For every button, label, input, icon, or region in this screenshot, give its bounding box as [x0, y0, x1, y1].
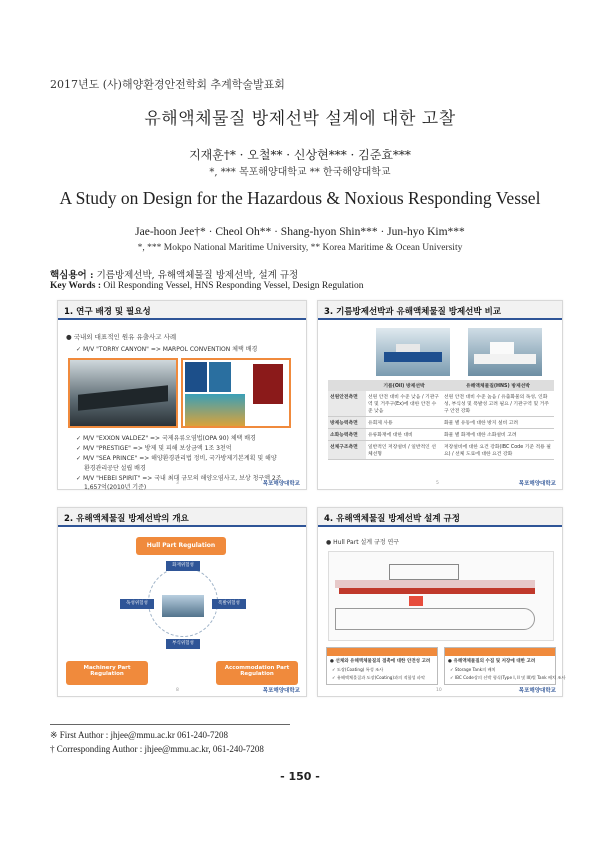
- table-row: 방제능력측면 유회제 사용 화물 별 유동에 대한 방지 설비 고려: [328, 417, 554, 429]
- title-korean: 유해액체물질 방제선박 설계에 대한 고찰: [144, 109, 456, 129]
- slide-page-number: 10: [436, 688, 442, 693]
- slide-title: 4. 유해액체물질 방제선박 설계 규정: [318, 508, 562, 527]
- table-row: 선원안전측면 선원 안전 대비 수준 낮음 / 기관구역 및 거주구(Ex)에 대한 안전 수준 낮음 선원 안전 대비 수준 높음 / 유출화물의 독성, 인화성, 부식성 및 폭발성 고려 필요 / 기관구역 및 거주구 안전 강화: [328, 391, 554, 417]
- slide-background: [57, 507, 307, 697]
- vessel-drawing: [328, 551, 554, 641]
- box-item: ✓ IBC Code상의 선박 형식(Type I, II 및 III)별 Tank 배치 조사: [450, 675, 566, 680]
- bullet-item: ✓ M/V "SEA PRINCE" => 해양환경관리법 정비, 국가방제기본계획 및 해양: [76, 455, 277, 462]
- comparison-table: [328, 380, 554, 460]
- hazard-toxic: 독성위험성: [120, 599, 154, 609]
- keywords-english: Key Words : Oil Responding Vessel, HNS Responding Vessel, Design Regulation: [50, 281, 364, 291]
- footnote-first-author: ※ First Author : jhjee@mmu.ac.kr 061-240-7208: [50, 730, 229, 740]
- university-logo: 목포해양대학교: [262, 688, 300, 694]
- title-english: A Study on Design for the Hazardous & Noxious Responding Vessel: [59, 188, 541, 208]
- hazard-corrosion: 부식위험성: [166, 639, 200, 649]
- slide-title: 2. 유해액체물질 방제선박의 개요: [58, 508, 306, 527]
- table-row: 소화능력측면 유류화재에 대한 대비 화물 별 화재에 대한 소화설비 고려: [328, 429, 554, 441]
- box-title: ● 유해액체물질의 수집 및 저장에 대한 고려: [448, 659, 536, 664]
- slide-page-number: 8: [176, 688, 179, 693]
- box-hull-contact: [326, 647, 438, 685]
- oil-vessel-photo: [376, 328, 450, 376]
- conference-name: 2017년도 (사)해양환경안전학회 추계학술발표회: [50, 78, 285, 91]
- university-logo: 목포해양대학교: [262, 481, 300, 487]
- photo-collage: [181, 358, 291, 428]
- accommodation-regulation-box: Accommodation Part Regulation: [216, 661, 298, 685]
- university-logo: 목포해양대학교: [518, 688, 556, 694]
- vessel-photo: [162, 595, 204, 617]
- bullet-item: ✓ M/V "EXXON VALDEZ" => 국제유류오염법(OPA 90) 체택 배경: [76, 435, 256, 442]
- hazard-explosion: 폭발위험성: [212, 599, 246, 609]
- box-collection-storage: [444, 647, 566, 685]
- slide-title: 3. 기름방제선박과 유해액체물질 방제선박 비교: [318, 301, 562, 320]
- hazard-fire: 화재위험성: [166, 561, 200, 571]
- keywords-korean: 핵심용어 : 기름방제선박, 유해액체물질 방제선박, 설계 규정: [50, 270, 299, 281]
- bullet-item-cont: 1,657억(2010년 기준): [84, 484, 147, 491]
- bullet-item-cont: 환경관리공단 설립 배경: [84, 465, 146, 472]
- bullet-item: ✓ M/V "HEBEI SPIRIT" => 국내 최대 규모의 해양오염사고, 보상 청구액 2조: [76, 475, 282, 482]
- table-row: 선체구조측면 일반적인 저장설비 / 일반적인 선체선형 저장설비에 대한 요건 강화(IBC Code 기준 적용 필요) / 선체 도료에 대한 요건 강화: [328, 441, 554, 460]
- hns-vessel-photo: [468, 328, 542, 376]
- slide-background: [317, 507, 566, 697]
- box-item: ✓ 유해액체물질과 도장(Coating)과의 적합성 파악: [332, 675, 425, 680]
- slide-title: 1. 연구 배경 및 필요성: [58, 301, 306, 320]
- box-title: ● 선체와 유해액체물질의 접촉에 대한 안전성 고려: [330, 659, 431, 664]
- university-logo: 목포해양대학교: [518, 481, 556, 487]
- affiliation-english: *, *** Mokpo National Maritime University, ** Korea Maritime & Ocean University: [137, 243, 463, 253]
- authors-korean: 지재훈†* · 오철** · 신상현*** · 김준효***: [189, 148, 411, 162]
- col-header-oil: 기름(Oil) 방제선박: [366, 380, 442, 391]
- box-item: ✓ Storage Tank의 배치: [450, 667, 496, 672]
- authors-english: Jae-hoon Jee†* · Cheol Oh** · Shang-hyon Shin*** · Jun-hyo Kim***: [135, 226, 465, 238]
- machinery-regulation-box: Machinery Part Regulation: [66, 661, 148, 685]
- bullet-main: ● Hull Part 설계 규정 연구: [326, 539, 400, 546]
- bullet-main: ● 국내외 대표적인 원유 유출사고 사례: [66, 333, 177, 341]
- bullet-item: ✓ M/V "TORRY CANYON" => MARPOL CONVENTION 체택 배경: [76, 346, 258, 353]
- slide-page-number: 3: [176, 481, 179, 486]
- page-number: - 150 -: [280, 770, 320, 783]
- box-item: ✓ 도장(Coating) 특성 조사: [332, 667, 384, 672]
- hull-regulation-box: Hull Part Regulation: [136, 537, 226, 555]
- slide-background: [317, 300, 563, 490]
- footnote-rule: [50, 724, 290, 725]
- bullet-item: ✓ M/V "PRESTIGE" => 방제 및 피해 보상금액 1조 3천억: [76, 445, 232, 452]
- slide-background: [57, 300, 307, 490]
- col-header-hns: 유해액체물질(HNS) 방제선박: [442, 380, 554, 391]
- affiliation-korean: *, *** 목포해양대학교 ** 한국해양대학교: [209, 167, 391, 178]
- footnotes: [50, 730, 264, 757]
- tanker-photo: [68, 358, 178, 428]
- slide-page-number: 5: [436, 481, 439, 486]
- footnote-corresponding-author: † Corresponding Author : jhjee@mmu.ac.kr, 061-240-7208: [50, 744, 264, 754]
